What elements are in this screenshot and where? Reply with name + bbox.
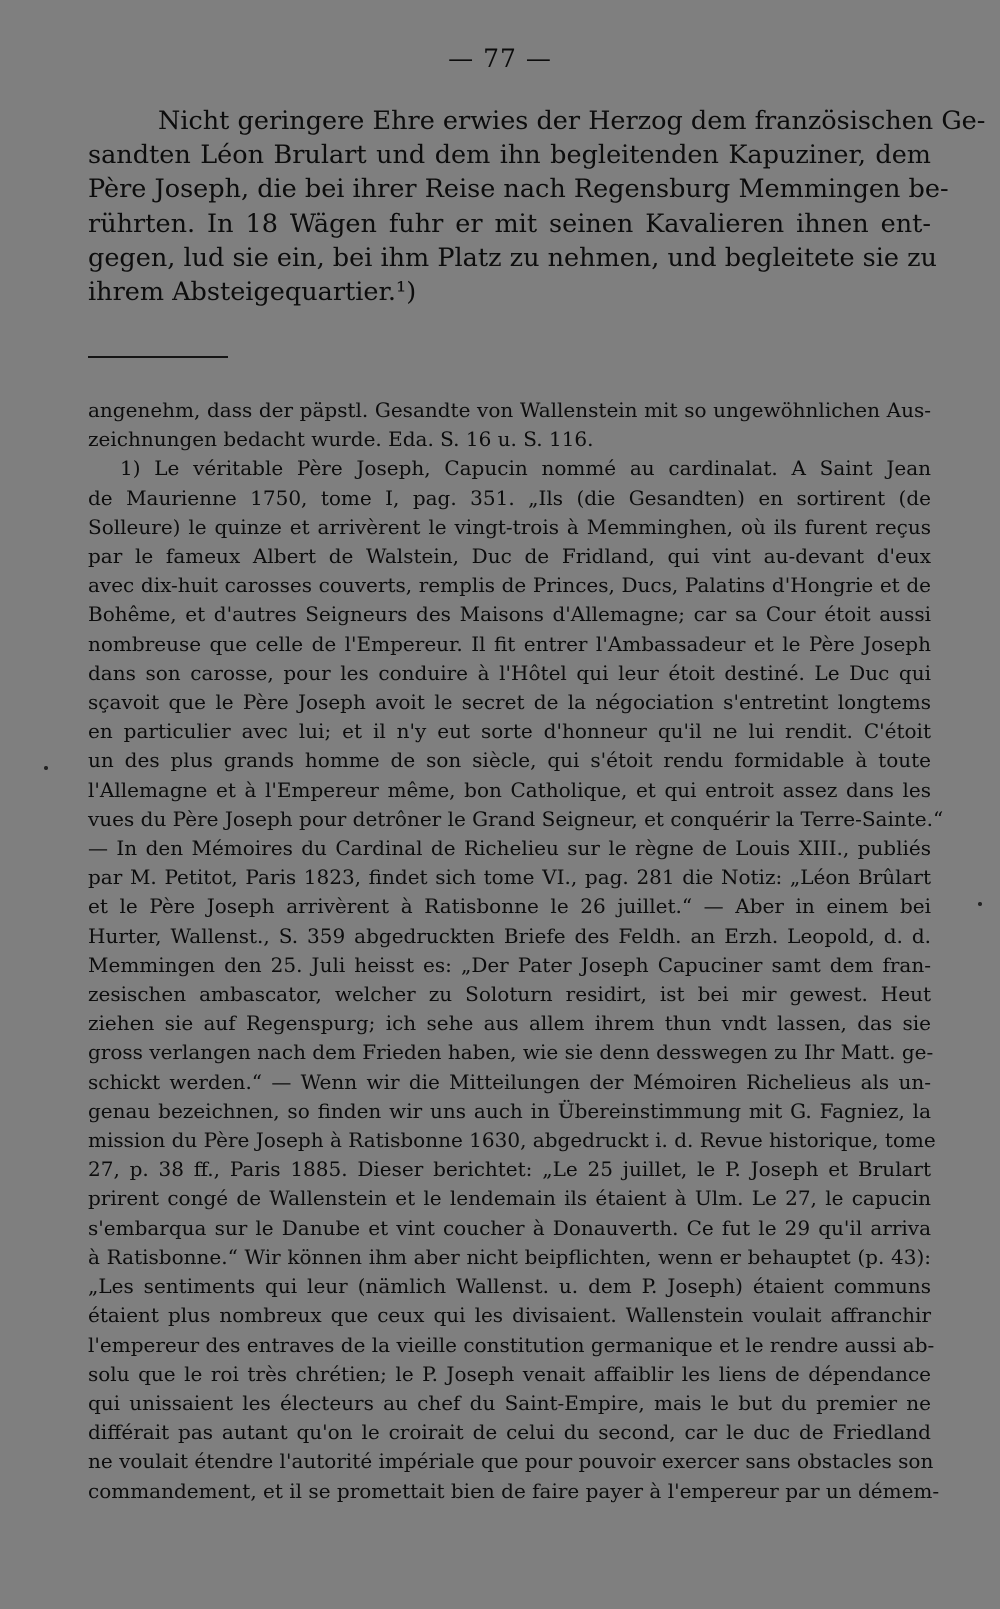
footnote-line: mission du Père Joseph à Ratisbonne 1630, abgedruckt i. d. Revue historique, tome — [88, 1128, 936, 1153]
footnote-line: à Ratisbonne.“ Wir können ihm aber nicht beipflichten, wenn er behauptet (p. 43): — [88, 1244, 931, 1269]
footnote-line: différait pas autant qu'on le croirait de celui du second, car le duc de Friedland — [88, 1420, 931, 1445]
footnote-line: Solleure) le quinze et arrivèrent le vingt-trois à Memminghen, où ils furent reçus — [88, 514, 931, 539]
footnote-line: zeichnungen bedacht wurde. Eda. S. 16 u. S. 116. — [88, 427, 594, 452]
footnote-line: l'empereur des entraves de la vieille constitution germanique et le rendre aussi ab- — [88, 1332, 935, 1357]
footnote-line: commandement, et il se promettait bien de faire payer à l'empereur par un démem- — [88, 1478, 940, 1503]
footnote-line: et le Père Joseph arrivèrent à Ratisbonne le 26 juillet.“ — Aber in einem bei — [88, 894, 931, 919]
main-text-line: Nicht geringere Ehre erwies der Herzog dem französischen Ge- — [158, 106, 986, 136]
print-speck — [978, 902, 982, 906]
footnote-line: un des plus grands homme de son siècle, qui s'étoit rendu formidable à toute — [88, 748, 931, 773]
footnote-line: vues du Père Joseph pour detrôner le Grand Seigneur, et conquérir la Terre-Sainte.“ — [88, 806, 944, 831]
footnote-line: sçavoit que le Père Joseph avoit le secret de la négociation s'entretint longtems — [88, 690, 931, 715]
footnote-separator — [88, 356, 228, 358]
main-text-line: ihrem Absteigequartier.¹) — [88, 277, 417, 308]
footnote-line: zesischen ambascator, welcher zu Soloturn residirt, ist bei mir gewest. Heut — [88, 982, 931, 1007]
footnote-line: Memmingen den 25. Juli heisst es: „Der Pater Joseph Capuciner samt dem fran- — [88, 952, 931, 977]
footnote-line: qui unissaient les électeurs au chef du Saint-Empire, mais le but du premier ne — [88, 1390, 931, 1415]
footnote-line: solu que le roi très chrétien; le P. Joseph venait affaiblir les liens de dépendance — [88, 1361, 931, 1386]
footnote-line: par M. Petitot, Paris 1823, findet sich tome VI., pag. 281 die Notiz: „Léon Brûlart — [88, 865, 931, 890]
footnote-line: angenehm, dass der päpstl. Gesandte von Wallenstein mit so ungewöhnlichen Aus- — [88, 398, 931, 422]
footnote-line: schickt werden.“ — Wenn wir die Mitteilungen der Mémoiren Richelieus als un- — [88, 1069, 931, 1094]
footnote-line: gross verlangen nach dem Frieden haben, wie sie denn desswegen zu Ihr Matt. ge- — [88, 1040, 934, 1065]
footnote-line: 1) Le véritable Père Joseph, Capucin nommé au cardinalat. A Saint Jean — [120, 456, 931, 481]
footnote-line: s'embarqua sur le Danube et vint coucher à Donauverth. Ce fut le 29 qu'il arriva — [88, 1215, 931, 1240]
footnote-line: dans son carosse, pour les conduire à l'Hôtel qui leur étoit destiné. Le Duc qui — [88, 660, 931, 685]
footnote-line: Hurter, Wallenst., S. 359 abgedruckten Briefe des Feldh. an Erzh. Leopold, d. d. — [88, 923, 931, 948]
page-number: — 77 — — [448, 44, 552, 73]
footnote-line: 27, p. 38 ff., Paris 1885. Dieser berichtet: „Le 25 juillet, le P. Joseph et Brulart — [88, 1157, 931, 1182]
footnote-line: en particulier avec lui; et il n'y eut sorte d'honneur qu'il ne lui rendit. C'étoit — [88, 719, 931, 744]
main-text-line: rührten. In 18 Wägen fuhr er mit seinen Kavalieren ihnen ent- — [88, 208, 931, 239]
footnote-line: ziehen sie auf Regenspurg; ich sehe aus allem ihrem thun vndt lassen, das sie — [88, 1011, 931, 1036]
footnote-line: nombreuse que celle de l'Empereur. Il fit entrer l'Ambassadeur et le Père Joseph — [88, 631, 931, 656]
footnote-line: ne voulait étendre l'autorité impériale que pour pouvoir exercer sans obstacles son — [88, 1449, 934, 1474]
footnote-line: „Les sentiments qui leur (nämlich Wallenst. u. dem P. Joseph) étaient communs — [88, 1274, 931, 1299]
print-speck — [44, 766, 48, 770]
footnote-line: — In den Mémoires du Cardinal de Richelieu sur le règne de Louis XIII., publiés — [88, 836, 931, 861]
footnote-line: prirent congé de Wallenstein et le lendemain ils étaient à Ulm. Le 27, le capucin — [88, 1186, 931, 1211]
footnotes — [88, 396, 944, 1506]
footnote-line: de Maurienne 1750, tome I, pag. 351. „Ils (die Gesandten) en sortirent (de — [88, 485, 931, 510]
footnote-line: par le fameux Albert de Walstein, Duc de Fridland, qui vint au-devant d'eux — [88, 544, 931, 569]
footnote-line: étaient plus nombreux que ceux qui les divisaient. Wallenstein voulait affranchir — [88, 1303, 931, 1328]
main-text-line: Père Joseph, die bei ihrer Reise nach Regensburg Memmingen be- — [88, 174, 949, 205]
footnote-line: avec dix-huit carosses couverts, remplis de Princes, Ducs, Palatins d'Hongrie et de — [88, 573, 931, 598]
footnote-line: genau bezeichnen, so finden wir uns auch in Übereinstimmung mit G. Fagniez, la — [88, 1098, 931, 1123]
main-text-line: gegen, lud sie ein, bei ihm Platz zu nehmen, und begleitete sie zu — [88, 242, 937, 273]
footnote-line: l'Allemagne et à l'Empereur même, bon Catholique, et qui entroit assez dans les — [88, 777, 931, 802]
footnote-line: Bohême, et d'autres Seigneurs des Maisons d'Allemagne; car sa Cour étoit aussi — [88, 602, 931, 627]
main-paragraph — [88, 104, 986, 309]
main-text-line: sandten Léon Brulart und dem ihn begleitenden Kapuziner, dem — [88, 140, 931, 171]
